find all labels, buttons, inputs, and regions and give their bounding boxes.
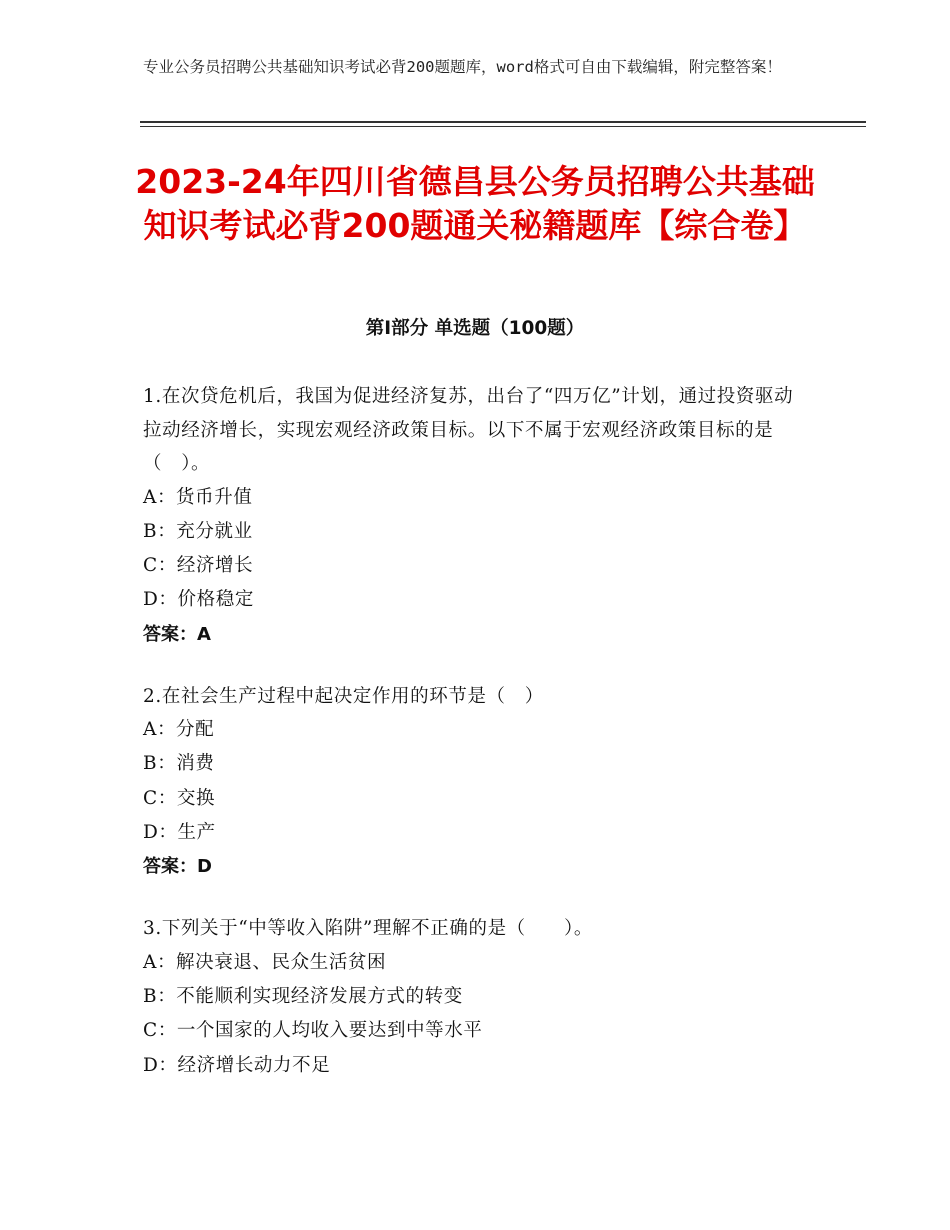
header-divider-thick [140,121,866,123]
section-title: 第Ⅰ部分 单选题（100题） [365,318,585,339]
question-2 [143,680,803,885]
answer: 答案：D [143,856,212,878]
option-d: D：经济增长动力不足 [143,1054,331,1076]
question-list [143,380,803,1111]
question-stem: 2.在社会生产过程中起决定作用的环节是（ ） [143,685,544,707]
option-d: D：生产 [143,822,216,844]
document-title: 2023-24年四川省德昌县公务员招聘公共基础知识考试必背200题通关秘籍题库【综合卷】 [135,162,815,245]
option-d: D：价格稳定 [143,589,254,611]
answer: 答案：A [143,623,211,645]
option-b: B：充分就业 [143,520,253,542]
question-stem: 3.下列关于“中等收入陷阱”理解不正确的是（ ）。 [143,918,593,940]
question-stem: 1.在次贷危机后，我国为促进经济复苏，出台了“四万亿”计划，通过投资驱动拉动经济增长，实现宏观经济政策目标。以下不属于宏观经济政策目标的是（ ）。 [143,386,794,474]
option-c: C：一个国家的人均收入要达到中等水平 [143,1020,483,1042]
header-divider-thin [140,126,866,127]
option-a: A：分配 [143,719,215,741]
option-b: B：消费 [143,753,215,775]
question-1 [143,380,803,652]
option-b: B：不能顺利实现经济发展方式的转变 [143,986,463,1008]
option-c: C：交换 [143,787,216,809]
option-a: A：货币升值 [143,486,253,508]
header-note: 专业公务员招聘公共基础知识考试必背200题题库，word格式可自由下载编辑，附完整答案！ [143,58,782,76]
question-3 [143,912,803,1083]
option-c: C：经济增长 [143,555,254,577]
option-a: A：解决衰退、民众生活贫困 [143,951,387,973]
